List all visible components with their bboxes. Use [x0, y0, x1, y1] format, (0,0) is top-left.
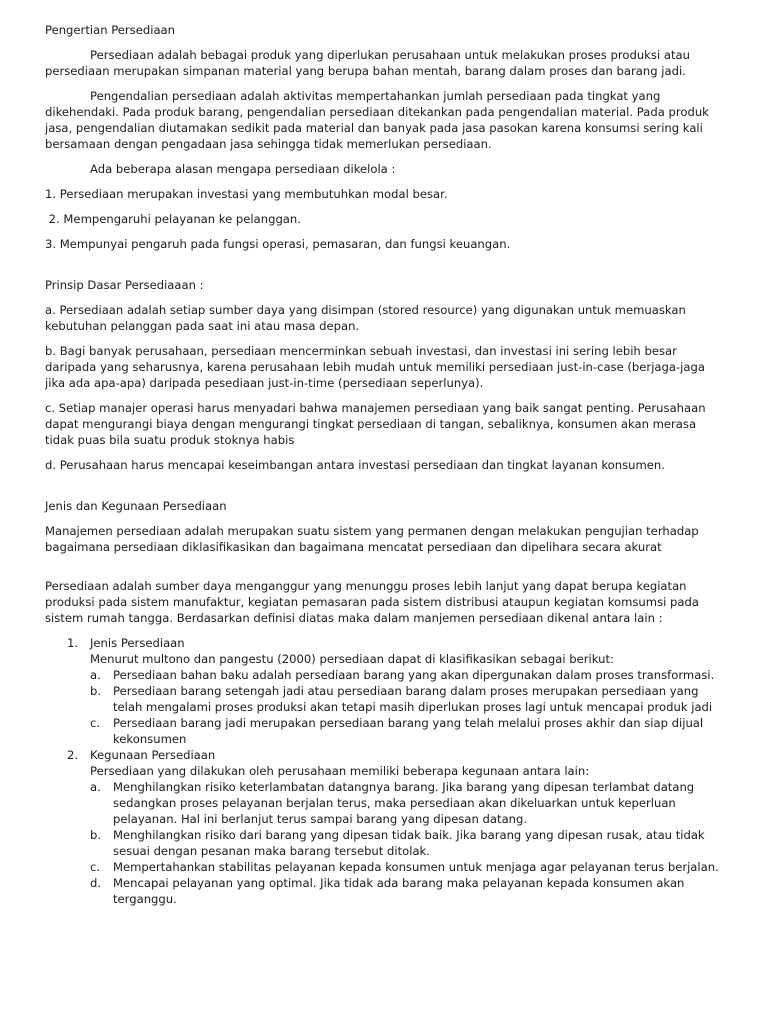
- section-title-jenis: Jenis dan Kegunaan Persediaan: [45, 499, 227, 513]
- section-title-prinsip: Prinsip Dasar Persediaaan :: [45, 278, 204, 292]
- list-subitem-text: Persediaan barang setengah jadi atau persediaan barang dalam proses merupakan persediaan yang telah mengalami proses produksi akan tetapi masih diperlukan proses lagi untuk mencapai produk jadi: [113, 684, 713, 714]
- list-heading: Jenis Persediaan: [90, 636, 185, 650]
- document-page: [45, 22, 725, 907]
- principle-item: c. Setiap manajer operasi harus menyadari bahwa manajemen persediaan yang baik sangat penting. Perusahaan dapat mengurangi biaya dengan mengurangi tingkat persediaan di tangan, sebaliknya, konsumen akan merasa tidak puas bila suatu produk stoknya habis: [45, 401, 706, 447]
- list-subitem: [90, 779, 725, 827]
- paragraph: Persediaan adalah sumber daya menganggur yang menunggu proses lebih lanjut yang dapat berupa kegiatan produksi pada sistem manufaktur, kegiatan pemasaran pada sistem distribusi ataupun kegiatan komsumsi pada sistem rumah tangga. Berdasarkan definisi diatas maka dalam manjemen persediaan dikenal antara lain :: [45, 579, 699, 625]
- list-heading: Kegunaan Persediaan: [90, 748, 216, 762]
- list-subitem-text: Persediaan bahan baku adalah persediaan barang yang akan dipergunakan dalam proses transformasi.: [113, 668, 715, 682]
- list-subitem-text: Mencapai pelayanan yang optimal. Jika tidak ada barang maka pelayanan kepada konsumen akan terganggu.: [113, 876, 685, 906]
- list-item: [45, 747, 725, 907]
- list-subitem: [90, 875, 725, 907]
- list-subitem: [90, 827, 725, 859]
- blank-line: [45, 261, 725, 277]
- list-subitem: [90, 667, 725, 683]
- principle-item: a. Persediaan adalah setiap sumber daya yang disimpan (stored resource) yang digunakan untuk memuaskan kebutuhan pelanggan pada saat ini atau masa depan.: [45, 303, 686, 333]
- paragraph: Pengendalian persediaan adalah aktivitas mempertahankan jumlah persediaan pada tingkat yang dikehendaki. Pada produk barang, pengendalian persediaan ditekankan pada pengendalian material. Pada produk jasa, pengendalian diutamakan sedikit pada material dan banyak pada jasa pasokan karena konsumsi sering kali bersamaan dengan pengadaan jasa sehingga tidak memerlukan persediaan.: [45, 89, 709, 151]
- list-number: 2.: [67, 748, 79, 762]
- principle-item: b. Bagi banyak perusahaan, persediaan mencerminkan sebuah investasi, dan investasi ini sering lebih besar daripada yang seharusnya, karena perusahaan lebih mudah untuk memiliki persediaan just-in-case (berjaga-jaga jika ada apa-apa) daripada pesediaan just-in-time (persediaan seperlunya).: [45, 344, 705, 390]
- list-subitem-text: Persediaan barang jadi merupakan persediaan barang yang telah melalui proses akhir dan siap dijual kekonsumen: [113, 716, 704, 746]
- section-title-pengertian: Pengertian Persediaan: [45, 23, 176, 37]
- list-intro: Menurut multono dan pangestu (2000) persediaan dapat di klasifikasikan sebagai berikut:: [90, 652, 614, 666]
- list-subitem-text: Mempertahankan stabilitas pelayanan kepada konsumen untuk menjaga agar pelayanan terus berjalan.: [113, 860, 719, 874]
- lettered-list: [90, 779, 725, 907]
- list-letter: c.: [90, 716, 101, 730]
- reason-item: 1. Persediaan merupakan investasi yang membutuhkan modal besar.: [45, 187, 448, 201]
- numbered-list: [45, 635, 725, 907]
- list-intro: Persediaan yang dilakukan oleh perusahaan memiliki beberapa kegunaan antara lain:: [90, 764, 590, 778]
- list-subitem: [90, 683, 725, 715]
- list-number: 1.: [67, 636, 79, 650]
- reason-item: 2. Mempengaruhi pelayanan ke pelanggan.: [45, 212, 301, 226]
- paragraph: Ada beberapa alasan mengapa persediaan dikelola :: [90, 162, 396, 176]
- list-letter: a.: [90, 668, 101, 682]
- list-letter: d.: [90, 876, 102, 890]
- lettered-list: [90, 667, 725, 747]
- list-subitem-text: Menghilangkan risiko keterlambatan datangnya barang. Jika barang yang dipesan terlambat datang sedangkan proses pelayanan berjalan terus, maka persediaan akan dikeluarkan untuk keperluan pelayanan. Hal ini berlanjut terus sampai barang yang dipesan datang.: [113, 780, 695, 826]
- reason-item: 3. Mempunyai pengaruh pada fungsi operasi, pemasaran, dan fungsi keuangan.: [45, 237, 511, 251]
- list-subitem-text: Menghilangkan risiko dari barang yang dipesan tidak baik. Jika barang yang dipesan rusak, atau tidak sesuai dengan pesanan maka barang tersebut ditolak.: [113, 828, 705, 858]
- principle-item: d. Perusahaan harus mencapai keseimbangan antara investasi persediaan dan tingkat layanan konsumen.: [45, 458, 665, 472]
- list-subitem: [90, 715, 725, 747]
- list-subitem: [90, 859, 725, 875]
- list-letter: a.: [90, 780, 101, 794]
- list-letter: b.: [90, 828, 102, 842]
- list-letter: b.: [90, 684, 102, 698]
- blank-line: [45, 482, 725, 498]
- paragraph: Persediaan adalah bebagai produk yang diperlukan perusahaan untuk melakukan proses produksi atau persediaan merupakan simpanan material yang berupa bahan mentah, barang dalam proses dan barang jadi.: [45, 48, 690, 78]
- blank-line: [45, 564, 725, 578]
- list-letter: c.: [90, 860, 101, 874]
- list-item: [45, 635, 725, 747]
- paragraph: Manajemen persediaan adalah merupakan suatu sistem yang permanen dengan melakukan pengujian terhadap bagaimana persediaan diklasifikasikan dan bagaimana mencatat persediaan dan dipelihara secara akurat: [45, 524, 699, 554]
